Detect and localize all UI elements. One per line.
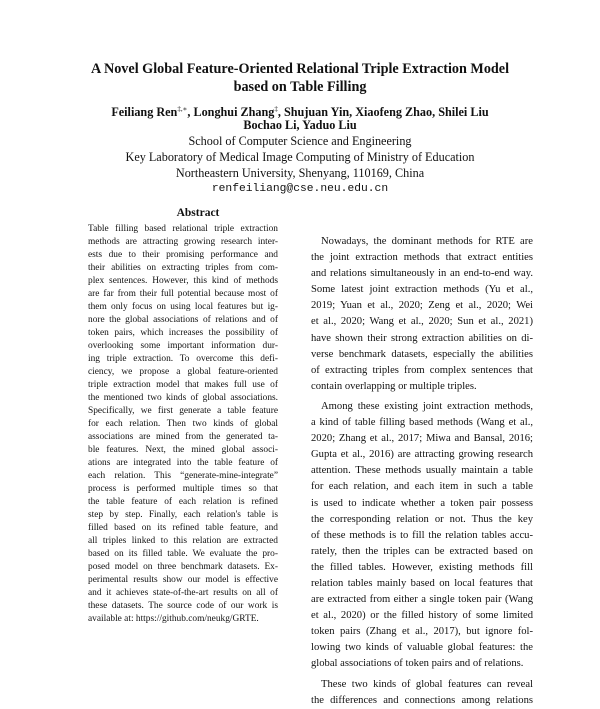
body-line: are extracted from either a single token pair (Wang <box>311 594 533 606</box>
abstract-line: ciency, we propose a global feature-oriented <box>88 367 278 377</box>
body-line: for each relation, and each item in such a table <box>311 481 533 493</box>
body-line: Some latest joint extraction methods (Yu et al., <box>311 284 533 296</box>
abstract-body <box>88 223 278 626</box>
abstract-line: them only focus on using local features but ig- <box>88 302 278 312</box>
author-marker-2: ‡ <box>274 105 278 113</box>
body-line: token pairs (Zhang et al., 2017), but ignore fol- <box>311 626 533 638</box>
author-marker-1: ‡,∗ <box>177 105 188 113</box>
body-line: the corresponding relation or not. Thus the key <box>311 513 533 525</box>
body-line: Among these existing joint extraction methods, <box>321 400 533 412</box>
abstract-line: Table filling based relational triple extraction <box>88 224 278 234</box>
body-line: et al., 2020) or the filled history of some limited <box>311 610 533 622</box>
abstract-line: perimental results show our model is effective <box>88 575 278 585</box>
body-line: of these methods is to fill the relation tables accu- <box>311 529 533 541</box>
body-line: contain overlapping or multiple triples. <box>311 380 477 392</box>
abstract-line: ble features. Next, the mined global associ- <box>88 445 278 455</box>
abstract-line: based on its filled table. We evaluate the pro- <box>88 549 278 559</box>
author-rest: , Shujuan Yin, Xiaofeng Zhao, Shilei Liu <box>277 105 489 120</box>
abstract-line: ing triple extraction. To overcome this defi- <box>88 354 278 364</box>
abstract-line: ests due to their promising performance and <box>88 250 278 260</box>
abstract-line: ations are integrated into the table feature of <box>88 458 278 468</box>
abstract-line: these datasets. The source code of our work is <box>88 601 278 611</box>
body-line: verse benchmark datasets, especially the abilities <box>311 348 533 360</box>
abstract-line: filled based on its refined table feature, and <box>88 523 278 533</box>
abstract-line: each relation. This “generate-mine-integrate” <box>88 471 278 481</box>
abstract-line: step by step. Finally, each relation's table is <box>88 510 278 520</box>
abstract-line: overlooking some important information dur- <box>88 341 278 351</box>
abstract-line: process is performed multiple times so that <box>88 484 278 494</box>
affiliation-line-2: Key Laboratory of Medical Image Computing of Ministry of Education <box>125 150 475 164</box>
body-line: relation tables mainly based on local features that <box>311 577 533 589</box>
abstract-line: plex sentences. However, this kind of methods <box>88 276 278 286</box>
body-line: et al., 2020; Wang et al., 2020; Sun et al., 2021) <box>311 316 533 328</box>
body-line: These two kinds of global features can reveal <box>321 678 533 690</box>
paper-title-line-2: based on Table Filling <box>233 79 367 95</box>
body-line: 2019; Yuan et al., 2020; Zeng et al., 2020; Wei <box>311 300 533 312</box>
body-line: of extracting triples from complex sentences that <box>311 364 533 376</box>
affiliation-line-1: School of Computer Science and Engineering <box>188 134 412 148</box>
abstract-line: for each relation. Then two kinds of global <box>88 419 278 429</box>
introduction-body <box>311 234 533 709</box>
abstract-line: Specifically, we first generate a table feature <box>88 406 278 416</box>
abstract-line: the mentioned two kinds of global associations. <box>88 393 278 403</box>
body-line: Gupta et al., 2016) are attracting growing research <box>311 449 533 461</box>
author-list-line-2: Bochao Li, Yaduo Liu <box>243 118 357 132</box>
abstract-line: associations are mined from the generated ta- <box>88 432 278 442</box>
body-line: is used to indicate whether a token pair possess <box>311 497 533 509</box>
abstract-line: nore the global associations of relations and of <box>88 315 278 325</box>
abstract-line: their abilities on extracting triples from com- <box>88 263 278 273</box>
body-line: have shown their strong extraction abilities on di- <box>311 332 533 344</box>
body-line: Nowadays, the dominant methods for RTE are <box>321 236 533 247</box>
body-line: rately, then the triples can be extracted based on <box>311 545 533 557</box>
body-line: the differences and connections among relations <box>311 694 533 706</box>
abstract-line: the table feature of each relation is refined <box>88 497 278 507</box>
body-line: attention. These methods usually maintain a table <box>311 465 533 477</box>
abstract-line: posed model on three benchmark datasets. Ex- <box>88 562 278 572</box>
abstract-line: triple extraction model that makes full use of <box>88 380 278 390</box>
body-line: 2020; Zhang et al., 2017; Miwa and Bansal, 2016; <box>311 433 533 445</box>
abstract-line: are far from their full potential because most of <box>88 289 278 299</box>
abstract-line: available at: https://github.com/neukg/GRTE. <box>88 614 259 624</box>
body-line: the joint extraction methods that extract entities <box>311 252 533 264</box>
abstract-line: all triples linked to this relation are extracted <box>88 536 278 546</box>
abstract-line: token pairs, which increases the possibility of <box>88 328 278 338</box>
body-line: lowing two kinds of valuable global features: the <box>311 642 533 654</box>
abstract-line: and it achieves state-of-the-art results on all of <box>88 588 278 598</box>
affiliation-line-3: Northeastern University, Shenyang, 110169, China <box>175 166 425 180</box>
contact-email: renfeiliang@cse.neu.edu.cn <box>211 183 389 195</box>
abstract-line: methods are attracting growing research inter- <box>88 237 278 247</box>
body-line: a kind of table filling based methods (Wang et al., <box>311 417 533 429</box>
paper-title-line-1: A Novel Global Feature-Oriented Relational Triple Extraction Model <box>90 61 510 77</box>
abstract-heading: Abstract <box>176 207 220 219</box>
body-line: and relations simultaneously in an end-to-end way. <box>311 268 533 280</box>
body-line: the filled tables. However, existing methods fill <box>311 561 533 573</box>
author-first: Feiliang Ren <box>111 105 178 120</box>
author-second: , Longhui Zhang <box>187 105 275 120</box>
body-line: global associations of token pairs and of relations. <box>311 658 524 670</box>
